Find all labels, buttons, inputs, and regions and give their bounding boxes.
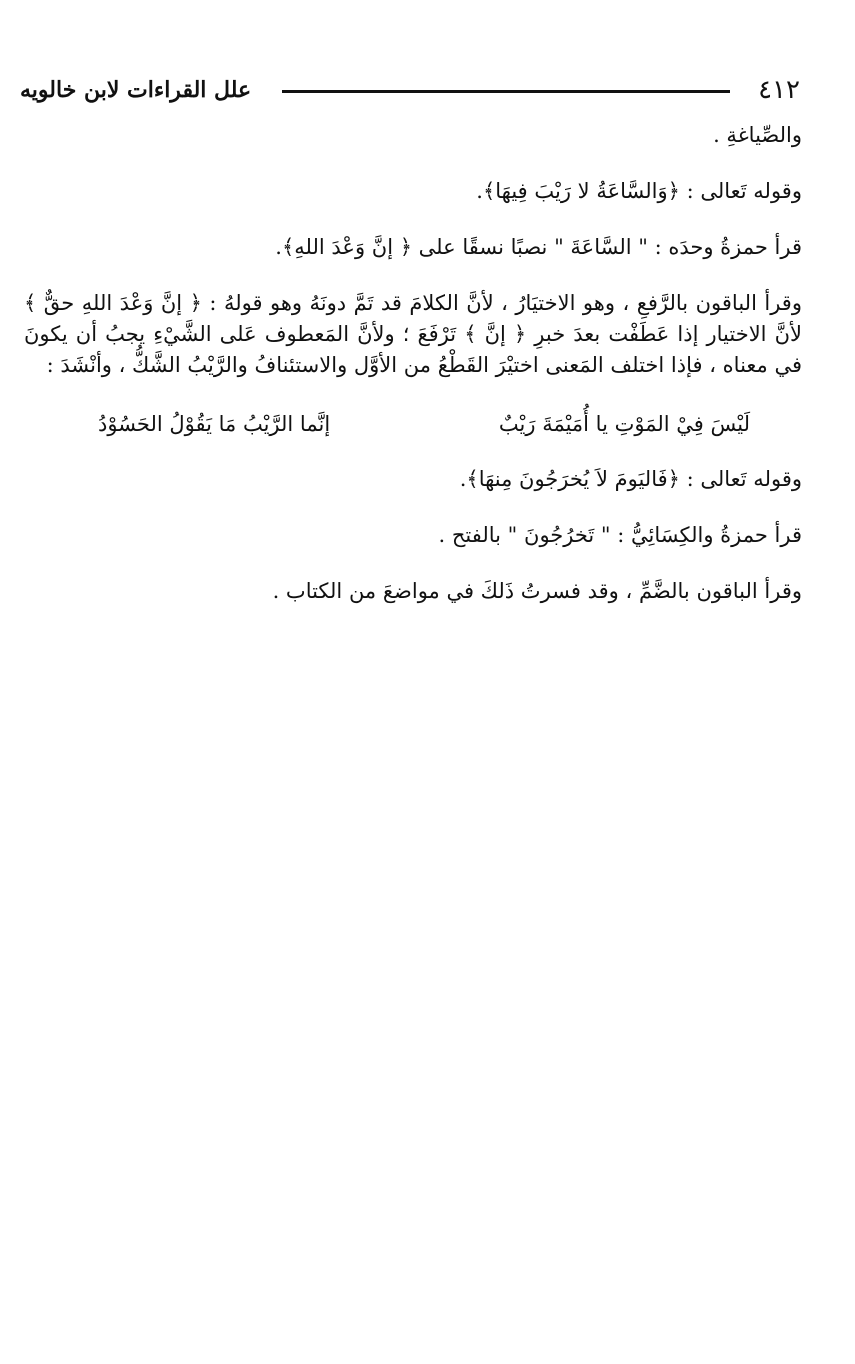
verse-second-hemistich: إنَّما الرَّيْبُ مَا يَقُوْلُ الحَسُوْدُ <box>98 412 331 436</box>
paragraph-7: وقرأ الباقون بالضَّمِّ ، وقد فسرتُ ذَلكَ في مواضعَ من الكتاب . <box>272 579 802 603</box>
poetry-verse <box>24 406 802 442</box>
paragraph-4: وقرأ الباقون بالرَّفعِ ، وهو الاختيَارُ ، لأنَّ الكلامَ قد تَمَّ دونَهُ وهو قولهُ : ﴿ إنَّ وَعْدَ اللهِ حقٌّ ﴾ لأنَّ الاختيار إذا عَطَفْت بعدَ خبرِ ﴿ إنَّ ﴾ تَرْفَعَ ؛ ولأنَّ المَعطوف عَلى الشَّيْءِ يجبُ أن يكونَ في معناه ، فإذا اختلف المَعنى اختيْرَ القَطْعُ من الأوَّل والاستئنافُ والرَّيْبُ الشَّكُّ ، وأنْشَدَ : <box>24 291 802 377</box>
page-header <box>20 72 800 108</box>
running-title: علل القراءات لابن خالويه <box>20 77 252 103</box>
paragraph-6: قرأ حمزةُ والكِسَائِيُّ : " تَخرُجُونَ " بالفتح . <box>438 523 802 547</box>
main-text <box>24 120 802 632</box>
header-rule <box>282 90 730 93</box>
verse-first-hemistich: لَيْسَ فِيْ المَوْتِ يا أُمَيْمَةَ رَيْبٌ <box>498 412 750 436</box>
paragraph-1: والصِّياغةِ . <box>713 123 802 147</box>
paragraph-5: وقوله تَعالى : ﴿فَاليَومَ لاَ يُخرَجُونَ مِنهَا﴾. <box>459 467 802 491</box>
paragraph-2: وقوله تَعالى : ﴿وَالسَّاعَةُ لا رَيْبَ فِيهَا﴾. <box>476 179 802 203</box>
page-number: ٤١٢ <box>758 75 800 105</box>
paragraph-3: قرأ حمزةُ وحدَه : " السَّاعَةَ " نصبًا نسقًا على ﴿ إنَّ وَعْدَ اللهِ﴾. <box>275 235 802 259</box>
